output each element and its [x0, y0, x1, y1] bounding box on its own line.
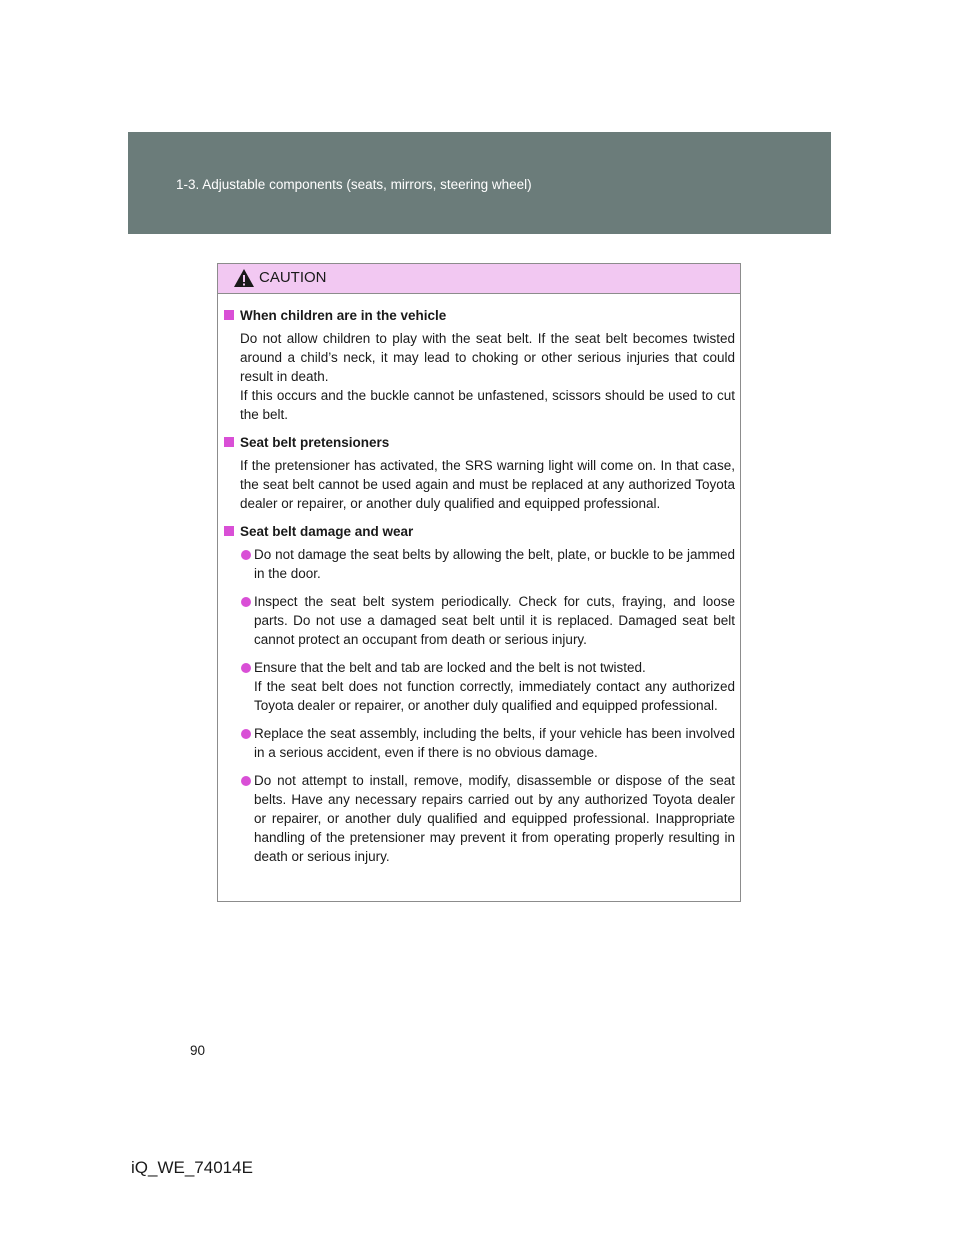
chapter-title: 1-3. Adjustable components (seats, mirrors, steering wheel)	[176, 177, 532, 192]
chapter-header-band	[128, 132, 831, 234]
round-bullet-icon	[241, 776, 251, 786]
caution-header	[218, 264, 740, 294]
list-item: Ensure that the belt and tab are locked and the belt is not twisted. If the seat belt does not function correctly, immediately contact any authorized Toyota dealer or repairer, or another duly qualified and equipped professional.	[223, 658, 735, 715]
section-children	[223, 306, 735, 424]
round-bullet-icon	[241, 597, 251, 607]
paragraph: Do not allow children to play with the seat belt. If the seat belt becomes twisted around a child’s neck, it may lead to choking or other serious injuries that could result in death.	[240, 331, 735, 384]
round-bullet-icon	[241, 729, 251, 739]
square-bullet-icon	[224, 526, 234, 536]
caution-label: CAUTION	[259, 269, 327, 286]
list-item: Do not attempt to install, remove, modify, disassemble or dispose of the seat belts. Have any necessary repairs carried out by any authorized Toyota dealer or repairer, or another duly qualified and equipped professional. Inappropriate handling of the pretensioner may prevent it from operating properly resulting in death or serious injury.	[223, 771, 735, 866]
square-bullet-icon	[224, 437, 234, 447]
section-body	[223, 456, 735, 513]
caution-content	[223, 306, 735, 875]
section-title: Seat belt damage and wear	[223, 522, 735, 541]
round-bullet-icon	[241, 663, 251, 673]
caution-box	[217, 263, 741, 902]
paragraph: If this occurs and the buckle cannot be unfastened, scissors should be used to cut the belt.	[240, 388, 735, 422]
warning-triangle-icon	[233, 268, 255, 288]
list-item: Inspect the seat belt system periodically. Check for cuts, fraying, and loose parts. Do not use a damaged seat belt until it is replaced. Damaged seat belt cannot protect an occupant from death or serious injury.	[223, 592, 735, 649]
section-title: When children are in the vehicle	[223, 306, 735, 325]
document-code: iQ_WE_74014E	[131, 1158, 253, 1177]
section-damage-wear	[223, 522, 735, 866]
square-bullet-icon	[224, 310, 234, 320]
section-pretensioners	[223, 433, 735, 513]
list-item: Do not damage the seat belts by allowing the belt, plate, or buckle to be jammed in the door.	[223, 545, 735, 583]
round-bullet-icon	[241, 550, 251, 560]
page-number: 90	[190, 1043, 206, 1058]
paragraph: If the pretensioner has activated, the SRS warning light will come on. In that case, the seat belt cannot be used again and must be replaced at any authorized Toyota dealer or repairer, or another duly qualified and equipped professional.	[240, 458, 735, 511]
section-body	[223, 329, 735, 424]
list-item: Replace the seat assembly, including the belts, if your vehicle has been involved in a serious accident, even if there is no obvious damage.	[223, 724, 735, 762]
section-title: Seat belt pretensioners	[223, 433, 735, 452]
